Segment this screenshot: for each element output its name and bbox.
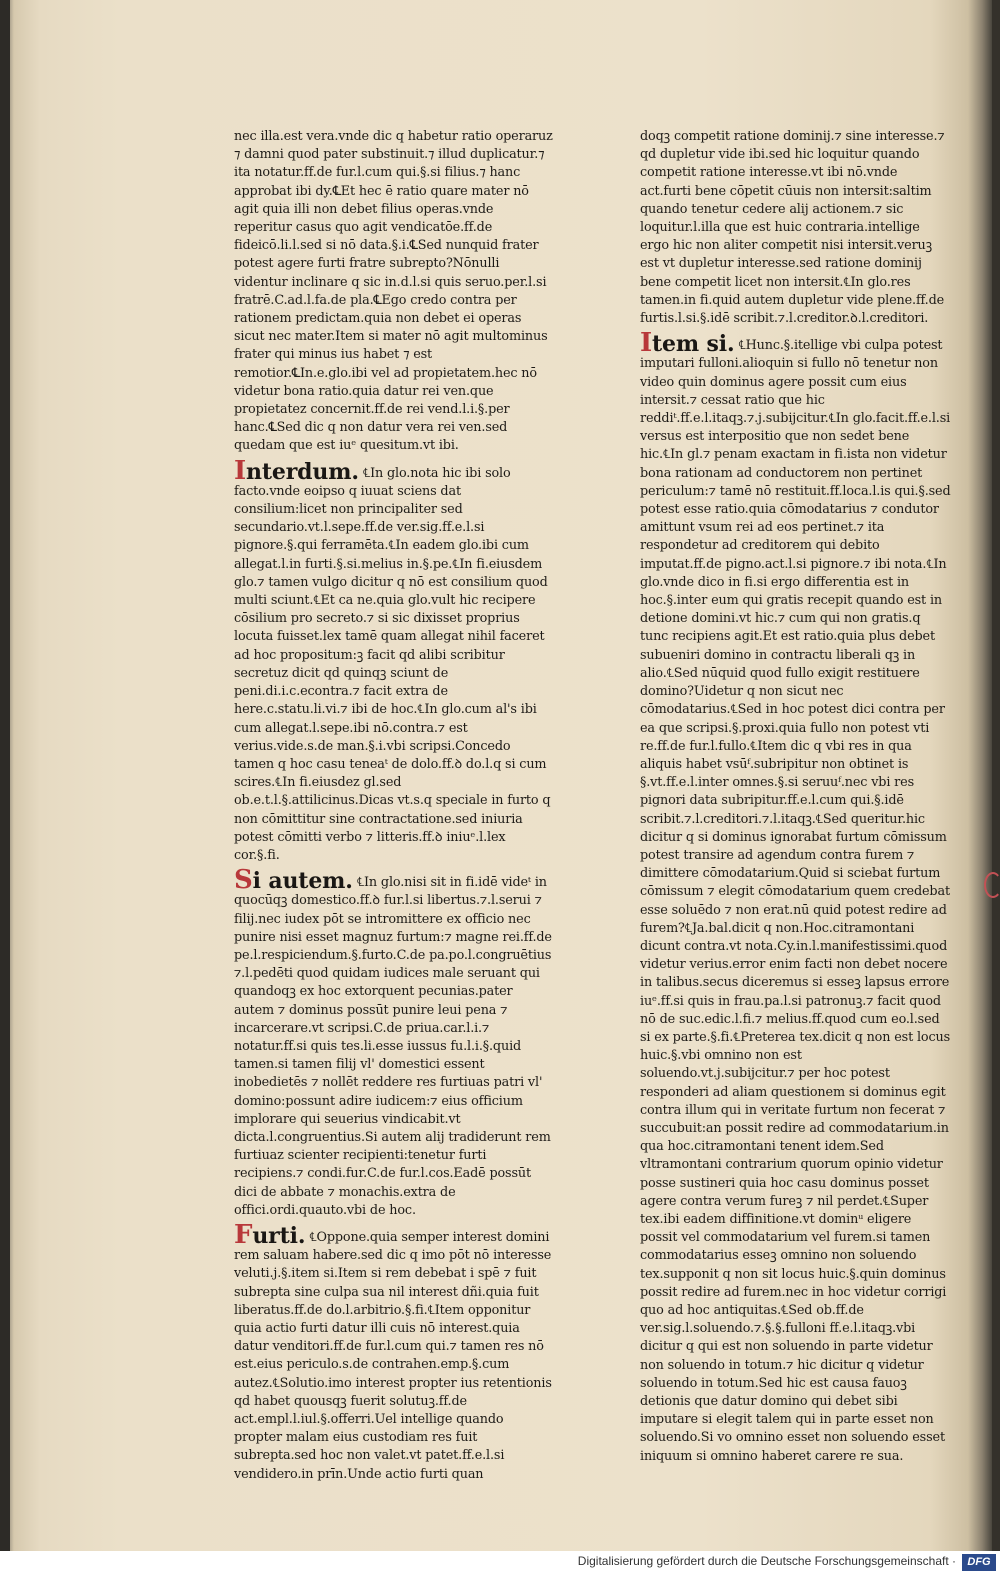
paragraph (234, 865, 554, 1220)
paragraph (234, 455, 554, 865)
paragraph (234, 1219, 554, 1484)
book-edge-right (992, 0, 1000, 1575)
paragraph (234, 128, 554, 456)
rubricated-initial: I (234, 455, 247, 486)
paragraph-text: ℄In glo.nota hic ibi solo facto.vnde eoipso q iuuat sciens dat consilium:licet non principaliter sed secundario.vt.l.sepe.ff.de ver.sig.ff.e.l.si pignore.§.qui ferramēta.℄In eadem glo.ibi cum allegat.l.in furti.§.si.melius in.§.pe.℄In fi.eiusdem glo.⁊ tamen vulgo dicitur q nō est consilium quod multi sciunt.℄Et ca ne.quia glo.vult hic recipere cōsilium pro secreto.⁊ si sic dixisset proprius locuta fuisset.lex tamē quam allegat nihil faceret ad hoc propositum:ꝫ facit qd alibi scribitur secretuz dicit qd quinqꝫ sciunt de peni.di.i.c.econtra.⁊ facit extra de here.c.statu.li.vi.⁊ ibi de hoc.℄In glo.cum al's ibi cum allegat.l.sepe.ibi nō.contra.⁊ est verius.vide.s.de man.§.i.vbi scripsi.Concedo tamen q hoc casu teneaᵗ de dolo.ff.ꝺ do.l.q si cum scires.℄In fi.eiusdez gl.sed ob.e.t.l.§.attilicinus.Dicas vt.s.q speciale in furto q non cōmittitur sine contractatione.sed iniuria potest cōmitti verbo ⁊ litteris.ff.ꝺ iniuᵉ.l.lex cor.§.fi. (234, 465, 551, 863)
paragraph-text: ℄Oppone.quia semper interest domini rem saluam habere.sed dic q imo pōt nō interesse veluti.j.§.item si.Item si rem debebat i spē ⁊ fuit subrepta sine culpa sua nil interest dñi.quia fuit liberatus.ff.de do.l.arbitrio.§.fi.℄Item opponitur quia actio furti datur illi cuis nō interest.quia datur venditori.ff.de fur.l.cum qui.⁊ tamen res nō est.eius periculo.s.de contrahen.emp.§.cum autez.℄Solutio.imo interest propter ius retentionis qd habet quousqꝫ fuerit solutuꝫ.ff.de act.empl.l.iul.§.offerri.Uel intellige quando propter malam eius custodiam res fuit subrepta.sed hoc non valet.vt patet.ff.e.l.si vendidero.in prīn.Unde actio furti quan (234, 1229, 552, 1482)
paragraph (640, 128, 952, 328)
digitization-footer (0, 1551, 1000, 1575)
paragraph (640, 328, 952, 1466)
margin-ink-mark (984, 872, 1000, 898)
rubricated-initial: I (640, 328, 653, 359)
left-text-column (234, 128, 554, 1484)
lemma-heading: Item si. (640, 328, 735, 359)
funding-credit: Digitalisierung gefördert durch die Deutsche Forschungsgemeinschaft · (577, 1554, 956, 1568)
paragraph-text: nec illa.est vera.vnde dic q habetur ratio operaruz ⁊ damni quod pater substinuit.⁊ illud duplicatur.⁊ ita notatur.ff.de fur.l.cum qui.§.si filius.⁊ hanc approbat ibi dy.℄Et hec ē ratio quare mater nō agit quia illi non debet filius operas.vnde reperitur casus quo agit vendicatōe.ff.de fideicō.li.l.sed si nō data.§.i.℄Sed nunquid frater potest agere furti fratre subrepto?Nōnulli videntur inclinare q sic in.d.l.si quis seruo.per.l.si fratrē.C.ad.l.fa.de pla.℄Ego credo contra per rationem predictam.quia non debet ei operas sicut nec mater.Item si mater nō agit multominus frater qui minus ius habet ⁊ est remotior.℄In.e.glo.ibi vel ad propietatem.hec nō videtur bona ratio.quia datur rei ven.que propietatez concernit.ff.de rei vend.l.i.§.per hanc.℄Sed dic q non datur vera rei ven.sed quedam que est iuᵉ quesitum.vt ibi. (234, 129, 553, 454)
dfg-logo: DFG (962, 1554, 996, 1571)
paragraph-text: doqꝫ competit ratione dominij.⁊ sine interesse.⁊ qd dupletur vide ibi.sed hic loquitur quando competit ratione interesse.vt ibi nō.vnde act.furti bene cōpetit cūuis non intersit:saltim quando tenetur cedere alij actionem.⁊ sic loquitur.l.illa que est huic contraria.intellige ergo hic non aliter competit nisi intersit.veruꝫ est vt dupletur interesse.sed ratione dominij bene competit licet non intersit.℄In glo.res tamen.in fi.quid autem dupletur vide plene.ff.de furtis.l.si.§.idē scribit.⁊.l.creditor.ꝺ.l.creditori. (640, 129, 945, 327)
rubricated-initial: S (234, 865, 253, 896)
lemma-heading: Furti. (234, 1219, 306, 1250)
lemma-heading: Si autem. (234, 865, 353, 896)
paragraph-text: ℄Hunc.§.itellige vbi culpa potest imputari fulloni.alioquin si fullo nō tenetur non video quin dominus agere possit cum eius intersit.⁊ cessat ratio que hic reddiᵗ.ff.e.l.itaqꝫ.⁊.j.subijcitur.℄In glo.facit.ff.e.l.si versus est interpositio que non sedet bene hic.℄In gl.⁊ penam exactam in fi.ista non videtur bona rationam ad conductorem non pertinet periculum:⁊ tamē nō restituit.ff.loca.l.is qui.§.sed potest esse ratio.quia cōmodatarius ⁊ condutor amittunt vsum rei ad eos pertinet.⁊ ita respondetur ad creditorem qui debito imputat.ff.de pigno.act.l.si pignore.⁊ ibi nota.℄In glo.vnde dico in fi.si ergo differentia est in hoc.§.inter eum qui gratis recepit quando est in detione domini.vt hic.⁊ cum qui non gratis.q tunc recipiens agit.Et est ratio.quia plus debet subueniri domino in contractu liberali qꝫ in alio.℄Sed nūquid quod fullo exigit restituere domino?Uidetur q non sicut nec cōmodatarius.℄Sed in hoc potest dici contra per ea que scripsi.§.proxi.quia fullo non potest vti re.ff.de fur.l.fullo.℄Item dic q vbi res in qua aliquis habet vsūᶠ.subripitur non obtinet is §.vt.ff.e.l.inter omnes.§.si seruuᶠ.nec vbi res pignori data subripitur.ff.e.l.cum qui.§.idē scribit.⁊.l.creditori.⁊.l.itaqꝫ.℄Sed queritur.hic dicitur q si dominus ignorabat furtum cōmissum potest transire ad agendum contra furem ⁊ dimittere cōmodatarium.Quid si sciebat furtum cōmissum ⁊ elegit cōmodatarium quem credebat esse soluēdo ⁊ non erat.nū quid potest redire ad furem?℄Ja.bal.dicit q non.Hoc.citramontani dicunt contra.vt nota.Cy.in.l.manifestissimi.quod videtur verius.error enim facti non debet nocere in talibus.secus diceremus si esseꝫ lapsus errore iuᵉ.ff.si quis in frau.pa.l.si patronuꝫ.⁊ facit quod nō de suc.edic.l.fi.⁊ melius.ff.quod cum eo.l.sed si ex parte.§.fi.℄Preterea tex.dicit q non est locus huic.§.vbi omnino non est soluendo.vt.j.subijcitur.⁊ per hoc potest responderi ad aliam questionem si dominus egit contra illum qui in veritate furtum non fecerat ⁊ succubuit:an possit redire ad commodatarium.in qua hoc.citramontani tenent idem.Sed vltramontani contrarium quorum opinio videtur posse sustineri quia hoc casu dominus posset agere contra verum fureꝫ ⁊ nil perdet.℄Super tex.ibi eadem diffinitione.vt dominᵘ eligere possit vel commodatarium vel furem.si tamen commodatarius esseꝫ omnino non soluendo tex.supponit q non sit locus huic.§.quin dominus possit redire ad furem.nec in hoc videtur corrigi quo ad hoc antiquitas.℄Sed ob.ff.de ver.sig.l.soluendo.⁊.§.§.fulloni ff.e.l.itaqꝫ.vbi dicitur q qui est non soluendo in parte videtur non soluendo in totum.⁊ hic dicitur q videtur soluendo in totum.Sed hic est causa fauoꝫ detionis que datur domino qui debet sibi imputare si elegit talem qui in parte esset non soluendo.Si vo omnino esset non soluendo esset iniquum si omnino haberet carere re sua. (640, 338, 951, 1464)
book-edge-left (0, 0, 10, 1575)
lemma-heading: Interdum. (234, 455, 359, 486)
rubricated-initial: F (234, 1219, 253, 1250)
right-text-column (640, 128, 952, 1466)
paragraph-text: ℄In glo.nisi sit in fi.idē videᵗ in quocūqꝫ domestico.ff.ꝺ fur.l.si libertus.⁊.l.serui ⁊ filij.nec iudex pōt se intromittere ex officio nec punire nisi esset magnuz furtum:⁊ magne rei.ff.de pe.l.respiciendum.§.furto.C.de pa.po.l.congruētius ⁊.l.pedēti quod quidam iudices male seruant qui quandoqꝫ ex hoc extorquent pecunias.pater autem ⁊ dominus possūt punire leui pena ⁊ incarcerare.vt scripsi.C.de priua.car.l.i.⁊ notatur.ff.si quis tes.li.esse iussus fu.l.i.§.quid tamen.si tamen filij vl' domestici essent inobedietēs ⁊ nollēt reddere res furtiuas patri vl' domino:possunt adire iudicem:⁊ eius officium implorare qui seuerius vindicabit.vt dicta.l.congruentius.Si autem alij tradiderunt rem furtiuaz scienter recipienti:tenetur furti recipiens.⁊ condi.fur.C.de fur.l.cos.Eadē possūt dici de abbate ⁊ monachis.extra de offici.ordi.quauto.vbi de hoc. (234, 875, 552, 1218)
